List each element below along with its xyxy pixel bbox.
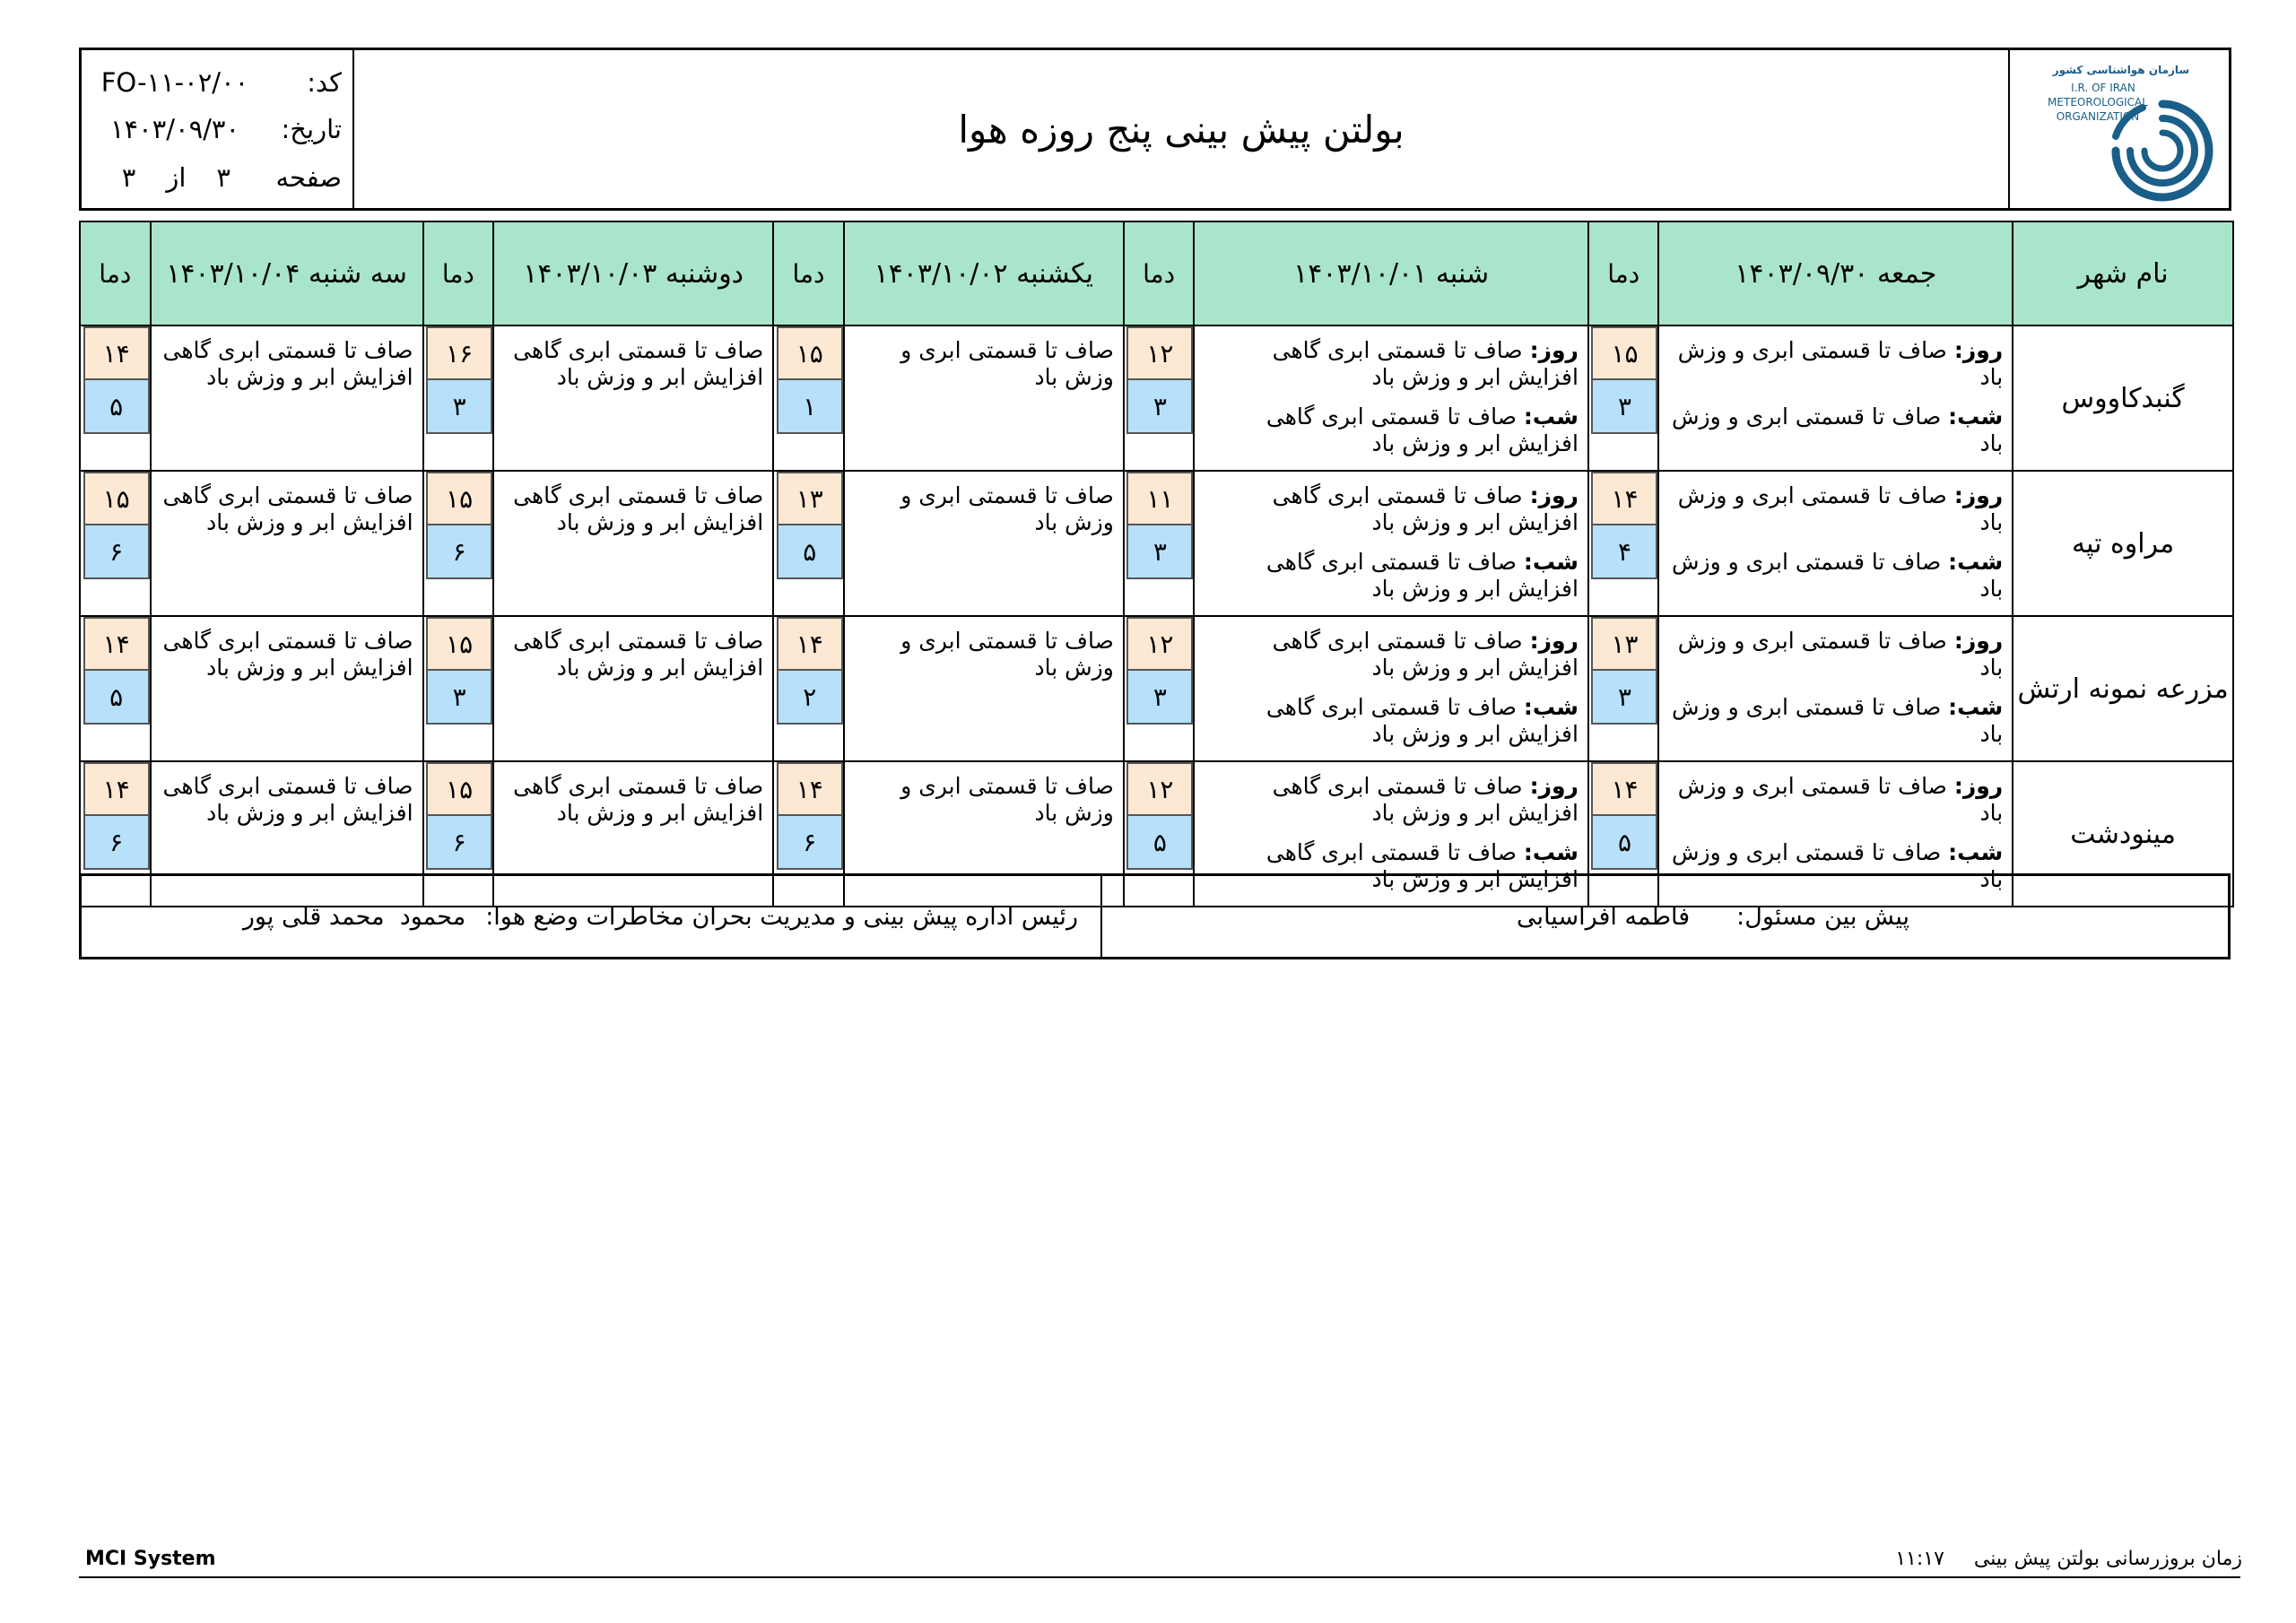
page-row — [82, 154, 342, 201]
day-header-1: جمعه ۱۴۰۳/۰۹/۳۰ — [1658, 221, 2013, 325]
min-temp: ۵ — [83, 671, 150, 725]
max-temp: ۱۲ — [1126, 326, 1193, 380]
max-temp: ۱۴ — [777, 762, 843, 816]
page-title: بولتن پیش بینی پنج روزه هوا — [958, 107, 1405, 152]
min-temp: ۶ — [426, 525, 492, 579]
min-temp: ۵ — [83, 380, 150, 434]
night-forecast: صاف تا قسمتی ابری گاهی افزایش ابر و وزش باد — [1265, 404, 1578, 456]
temp-header-4: دما — [423, 221, 494, 325]
min-temp: ۵ — [777, 525, 843, 579]
temp-cell — [773, 471, 844, 616]
min-temp: ۵ — [1126, 816, 1193, 870]
forecast-day-4: صاف تا قسمتی ابری گاهی افزایش ابر و وزش باد — [493, 616, 773, 761]
day-prefix: روز: — [1953, 628, 2004, 654]
night-forecast: صاف تا قسمتی ابری گاهی افزایش ابر و وزش باد — [1265, 549, 1578, 602]
day-forecast: صاف تا قسمتی ابری گاهی افزایش ابر و وزش باد — [1272, 628, 1578, 681]
forecast-day-3: صاف تا قسمتی ابری و وزش باد — [844, 325, 1124, 471]
max-temp: ۱۴ — [1591, 762, 1657, 816]
code-row — [82, 59, 342, 106]
forecast-day-5: صاف تا قسمتی ابری گاهی افزایش ابر و وزش باد — [151, 325, 423, 471]
night-forecast: صاف تا قسمتی ابری و وزش باد — [1672, 404, 2004, 456]
day-forecast: صاف تا قسمتی ابری و وزش باد — [1677, 628, 2004, 681]
forecast-day-3: صاف تا قسمتی ابری و وزش باد — [844, 616, 1124, 761]
max-temp: ۱۵ — [426, 617, 492, 671]
day-prefix: روز: — [1529, 482, 1578, 508]
night-prefix: شب: — [1523, 839, 1578, 865]
table-header-row — [80, 221, 2233, 325]
city-header: نام شهر — [2013, 221, 2233, 325]
temp-cell — [423, 471, 494, 616]
temp-cell — [1124, 325, 1195, 471]
night-prefix: شب: — [1948, 404, 2004, 430]
min-temp: ۶ — [777, 816, 843, 870]
max-temp: ۱۳ — [1591, 617, 1657, 671]
day-forecast: صاف تا قسمتی ابری و وزش باد — [1677, 773, 2004, 826]
forecast-day-1 — [1658, 325, 2013, 471]
day-header-3: یکشنبه ۱۴۰۳/۱۰/۰۲ — [844, 221, 1124, 325]
min-temp: ۳ — [1126, 671, 1193, 725]
temp-cell — [80, 616, 151, 761]
day-forecast: صاف تا قسمتی ابری و وزش باد — [1677, 337, 2004, 390]
night-prefix: شب: — [1948, 839, 2004, 865]
table-row — [80, 325, 2233, 471]
date-value: ۱۴۰۳/۰۹/۳۰ — [109, 114, 240, 144]
temp-cell — [1588, 325, 1659, 471]
day-prefix: روز: — [1529, 337, 1578, 363]
table-row — [80, 471, 2233, 616]
forecast-day-4: صاف تا قسمتی ابری گاهی افزایش ابر و وزش باد — [493, 325, 773, 471]
max-temp: ۱۳ — [777, 472, 843, 525]
forecaster-signature — [1517, 876, 1909, 957]
date-label: تاریخ: — [281, 114, 342, 144]
day-forecast: صاف تا قسمتی ابری گاهی افزایش ابر و وزش باد — [1272, 773, 1578, 826]
temp-cell — [1124, 616, 1195, 761]
forecast-day-3: صاف تا قسمتی ابری و وزش باد — [844, 761, 1124, 907]
temp-cell — [80, 325, 151, 471]
city-name: مینودشت — [2013, 761, 2233, 907]
temp-header-2: دما — [1124, 221, 1195, 325]
forecast-day-5: صاف تا قسمتی ابری گاهی افزایش ابر و وزش باد — [151, 616, 423, 761]
update-label: زمان بروزرسانی بولتن پیش بینی — [1973, 1548, 2242, 1570]
min-temp: ۶ — [83, 525, 150, 579]
night-prefix: شب: — [1523, 549, 1578, 575]
logo-text-en-3: ORGANIZATION — [2056, 110, 2140, 123]
forecast-day-4: صاف تا قسمتی ابری گاهی افزایش ابر و وزش باد — [493, 471, 773, 616]
meta-cell — [82, 50, 354, 208]
logo-cell — [2008, 50, 2229, 208]
min-temp: ۵ — [1591, 816, 1657, 870]
forecaster-name: فاطمه افراسیابی — [1517, 902, 1691, 931]
min-temp: ۱ — [777, 380, 843, 434]
min-temp: ۳ — [1126, 525, 1193, 579]
update-time: ۱۱:۱۷ — [1895, 1548, 1944, 1570]
day-header-5: سه شنبه ۱۴۰۳/۱۰/۰۴ — [151, 221, 423, 325]
forecast-day-2 — [1194, 616, 1588, 761]
forecast-day-1 — [1658, 471, 2013, 616]
min-temp: ۶ — [426, 816, 492, 870]
page-of: از — [166, 162, 187, 193]
day-prefix: روز: — [1953, 337, 2004, 363]
night-prefix: شب: — [1948, 694, 2004, 720]
table-row — [80, 616, 2233, 761]
temp-cell — [1588, 616, 1659, 761]
min-temp: ۳ — [426, 380, 492, 434]
temp-header-3: دما — [773, 221, 844, 325]
max-temp: ۱۵ — [426, 762, 492, 816]
max-temp: ۱۲ — [1126, 762, 1193, 816]
forecast-day-5: صاف تا قسمتی ابری گاهی افزایش ابر و وزش باد — [151, 471, 423, 616]
max-temp: ۱۵ — [83, 472, 150, 525]
system-name: MCI System — [85, 1548, 216, 1570]
forecast-table — [79, 221, 2234, 907]
forecast-day-5: صاف تا قسمتی ابری گاهی افزایش ابر و وزش باد — [151, 761, 423, 907]
forecaster-label: پیش بین مسئول: — [1736, 902, 1909, 931]
bulletin-header — [79, 48, 2231, 211]
temp-cell — [1124, 471, 1195, 616]
max-temp: ۱۵ — [777, 326, 843, 380]
night-forecast: صاف تا قسمتی ابری و وزش باد — [1672, 549, 2004, 602]
head-label: رئیس اداره پیش بینی و مدیریت بحران مخاطرات وضع هوا: — [485, 902, 1078, 931]
min-temp: ۳ — [1126, 380, 1193, 434]
day-header-2: شنبه ۱۴۰۳/۱۰/۰۱ — [1194, 221, 1588, 325]
day-forecast: صاف تا قسمتی ابری گاهی افزایش ابر و وزش باد — [1272, 337, 1578, 390]
min-temp: ۳ — [1591, 671, 1657, 725]
temp-cell — [773, 325, 844, 471]
min-temp: ۳ — [1591, 380, 1657, 434]
night-forecast: صاف تا قسمتی ابری و وزش باد — [1672, 839, 2004, 892]
max-temp: ۱۴ — [83, 326, 150, 380]
page-current: ۳ — [216, 162, 230, 193]
max-temp: ۱۴ — [83, 617, 150, 671]
night-forecast: صاف تا قسمتی ابری گاهی افزایش ابر و وزش باد — [1265, 839, 1578, 892]
page-label: صفحه — [275, 162, 342, 193]
day-prefix: روز: — [1529, 628, 1578, 654]
forecast-day-2 — [1194, 325, 1588, 471]
min-temp: ۳ — [426, 671, 492, 725]
night-prefix: شب: — [1523, 694, 1578, 720]
temp-header-1: دما — [1588, 221, 1659, 325]
max-temp: ۱۴ — [1591, 472, 1657, 525]
forecast-day-3: صاف تا قسمتی ابری و وزش باد — [844, 471, 1124, 616]
head-name: محمود محمد قلی پور — [242, 902, 466, 931]
temp-cell — [1588, 471, 1659, 616]
update-info — [1895, 1548, 2242, 1570]
forecast-day-1 — [1658, 616, 2013, 761]
min-temp: ۲ — [777, 671, 843, 725]
night-forecast: صاف تا قسمتی ابری گاهی افزایش ابر و وزش باد — [1265, 694, 1578, 747]
forecast-day-4: صاف تا قسمتی ابری گاهی افزایش ابر و وزش باد — [493, 761, 773, 907]
temp-cell — [423, 616, 494, 761]
day-forecast: صاف تا قسمتی ابری گاهی افزایش ابر و وزش باد — [1272, 482, 1578, 535]
logo-text-en-1: I.R. OF IRAN — [2071, 82, 2135, 94]
temp-cell — [423, 325, 494, 471]
day-forecast: صاف تا قسمتی ابری و وزش باد — [1677, 482, 2004, 535]
max-temp: ۱۴ — [777, 617, 843, 671]
night-prefix: شب: — [1948, 549, 2004, 575]
city-name: مزرعه نمونه ارتش — [2013, 616, 2233, 761]
head-signature — [243, 876, 1078, 957]
footer-divider — [79, 1576, 2240, 1578]
signature-divider — [1100, 876, 1102, 957]
code-value: FO-۱۱-۰۲/۰۰ — [100, 67, 249, 98]
max-temp: ۱۵ — [426, 472, 492, 525]
day-prefix: روز: — [1953, 773, 2004, 799]
date-row — [82, 106, 342, 152]
night-prefix: شب: — [1523, 404, 1578, 430]
max-temp: ۱۱ — [1126, 472, 1193, 525]
logo-text-fa: سازمان هواشناسی کشور — [2052, 64, 2190, 76]
temp-header-5: دما — [80, 221, 151, 325]
meteorological-organization-logo — [2010, 50, 2229, 208]
temp-cell — [80, 471, 151, 616]
min-temp: ۶ — [83, 816, 150, 870]
max-temp: ۱۲ — [1126, 617, 1193, 671]
night-forecast: صاف تا قسمتی ابری و وزش باد — [1672, 694, 2004, 747]
page-total: ۳ — [121, 162, 136, 193]
day-prefix: روز: — [1529, 773, 1578, 799]
max-temp: ۱۴ — [83, 762, 150, 816]
day-header-4: دوشنبه ۱۴۰۳/۱۰/۰۳ — [493, 221, 773, 325]
code-label: کد: — [307, 67, 342, 98]
city-name: مراوه تپه — [2013, 471, 2233, 616]
temp-cell — [773, 616, 844, 761]
max-temp: ۱۵ — [1591, 326, 1657, 380]
city-name: گنبدکاووس — [2013, 325, 2233, 471]
max-temp: ۱۶ — [426, 326, 492, 380]
min-temp: ۴ — [1591, 525, 1657, 579]
signature-box — [79, 873, 2231, 959]
day-prefix: روز: — [1953, 482, 2004, 508]
logo-text-en-2: METEOROLOGICAL — [2048, 96, 2148, 108]
forecast-day-2 — [1194, 471, 1588, 616]
